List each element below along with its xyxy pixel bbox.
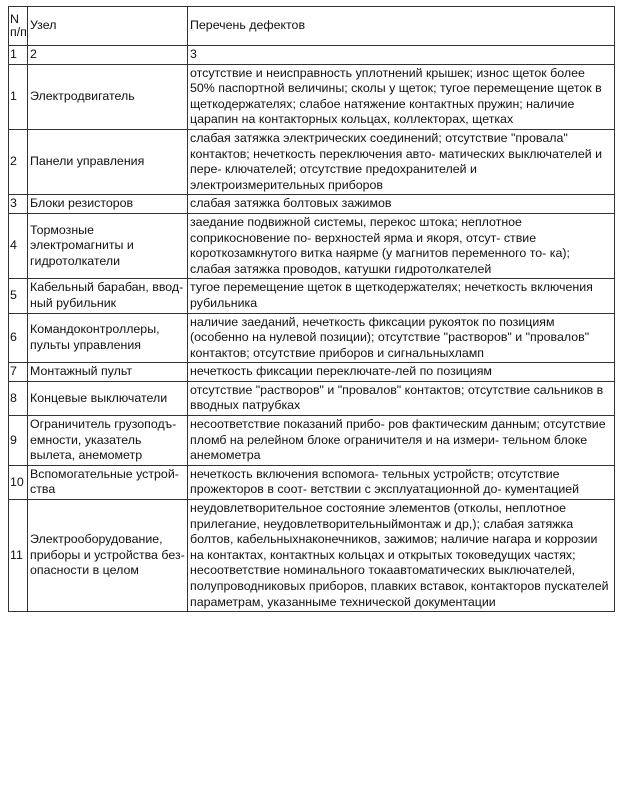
- row-defects: отсутствие и неисправность уплотнений крышек; износ щеток более 50% паспортной величины; сколы у щеток; тугое перемещение щеток в щеткодержателях; слабое натяжение контактных пружин; наличие царапин на контакторных кольцах, коллекторах, щетках: [188, 64, 615, 129]
- row-num: 6: [9, 313, 28, 363]
- row-node: Электродвигатель: [28, 64, 188, 129]
- row-defects: заедание подвижной системы, перекос штока; неплотное соприкосновение по- верхностей ярма и якоря, отсут- ствие короткозамкнутого витка наярме (у магнитов переменного то- ка); слабая затяжка проводов, катушки гидротолкателей: [188, 213, 615, 278]
- table-row: [9, 213, 615, 278]
- column-index-num: 1: [9, 46, 28, 65]
- table-row: [9, 416, 615, 466]
- row-defects: несоответствие показаний прибо- ров фактическим данным; отсутствие пломб на релейном блоке ограничителя и на измери- тельном блоке анемометра: [188, 416, 615, 466]
- table-row: [9, 465, 615, 499]
- row-node: Блоки резисторов: [28, 195, 188, 214]
- column-index-defects: 3: [188, 46, 615, 65]
- row-node: Вспомогательные устрой- ства: [28, 465, 188, 499]
- row-node: Тормозные электромагниты и гидротолкатели: [28, 213, 188, 278]
- row-num: 10: [9, 465, 28, 499]
- header-row: [9, 7, 615, 46]
- table-row: [9, 381, 615, 415]
- row-node: Монтажный пульт: [28, 363, 188, 382]
- row-num: 7: [9, 363, 28, 382]
- row-num: 5: [9, 279, 28, 313]
- table-row: [9, 363, 615, 382]
- table-row: [9, 64, 615, 129]
- row-num: 2: [9, 129, 28, 194]
- row-node: Панели управления: [28, 129, 188, 194]
- row-node: Концевые выключатели: [28, 381, 188, 415]
- row-num: 4: [9, 213, 28, 278]
- column-index-row: [9, 46, 615, 65]
- row-num: 11: [9, 500, 28, 612]
- row-num: 3: [9, 195, 28, 214]
- row-defects: нечеткость включения вспомога- тельных устройств; отсутствие прожекторов в соот- ветствии с эксплуатационной до- кументацией: [188, 465, 615, 499]
- column-index-node: 2: [28, 46, 188, 65]
- row-node: Кабельный барабан, ввод- ный рубильник: [28, 279, 188, 313]
- row-defects: тугое перемещение щеток в щеткодержателях; нечеткость включения рубильника: [188, 279, 615, 313]
- table-row: [9, 195, 615, 214]
- row-node: Командоконтроллеры, пульты управления: [28, 313, 188, 363]
- table-row: [9, 500, 615, 612]
- row-defects: нечеткость фиксации переключате-лей по позициям: [188, 363, 615, 382]
- row-num: 9: [9, 416, 28, 466]
- row-defects: отсутствие "растворов" и "провалов" контактов; отсутствие сальников в вводных патрубках: [188, 381, 615, 415]
- table-row: [9, 129, 615, 194]
- table-row: [9, 313, 615, 363]
- header-node: Узел: [28, 7, 188, 46]
- row-node: Ограничитель грузоподъ- емности, указатель вылета, анемометр: [28, 416, 188, 466]
- row-defects: неудовлетворительное состояние элементов (отколы, неплотное прилегание, неудовлетворительныймонтаж и др,); слабая затяжка болтов, кабельныхнаконечников, зажимов; наличие нагара и коррозии на контактах, контактных кольцах и открытых токоведущих частях; несоответствие номинального токаавтоматических выключателей, полупроводниковых приборов, плавких вставок, контакторов пускателей параметрам, указанныме технической документации: [188, 500, 615, 612]
- defects-table: [8, 6, 615, 612]
- header-defects: Перечень дефектов: [188, 7, 615, 46]
- row-node: Электрооборудование, приборы и устройства без- опасности в целом: [28, 500, 188, 612]
- row-defects: слабая затяжка болтовых зажимов: [188, 195, 615, 214]
- row-defects: слабая затяжка электрических соединений; отсутствие "провала" контактов; нечеткость переключения авто- матических выключателей и пере- ключателей; отсутствие предохранителей и электроизмерительных приборов: [188, 129, 615, 194]
- table-row: [9, 279, 615, 313]
- header-num: N п/п: [9, 7, 28, 46]
- row-defects: наличие заеданий, нечеткость фиксации рукояток по позициям (особенно на нулевой позиции); отсутствие "растворов" и "провалов" контактов; отсутствие приборов и сигнальныхламп: [188, 313, 615, 363]
- row-num: 1: [9, 64, 28, 129]
- row-num: 8: [9, 381, 28, 415]
